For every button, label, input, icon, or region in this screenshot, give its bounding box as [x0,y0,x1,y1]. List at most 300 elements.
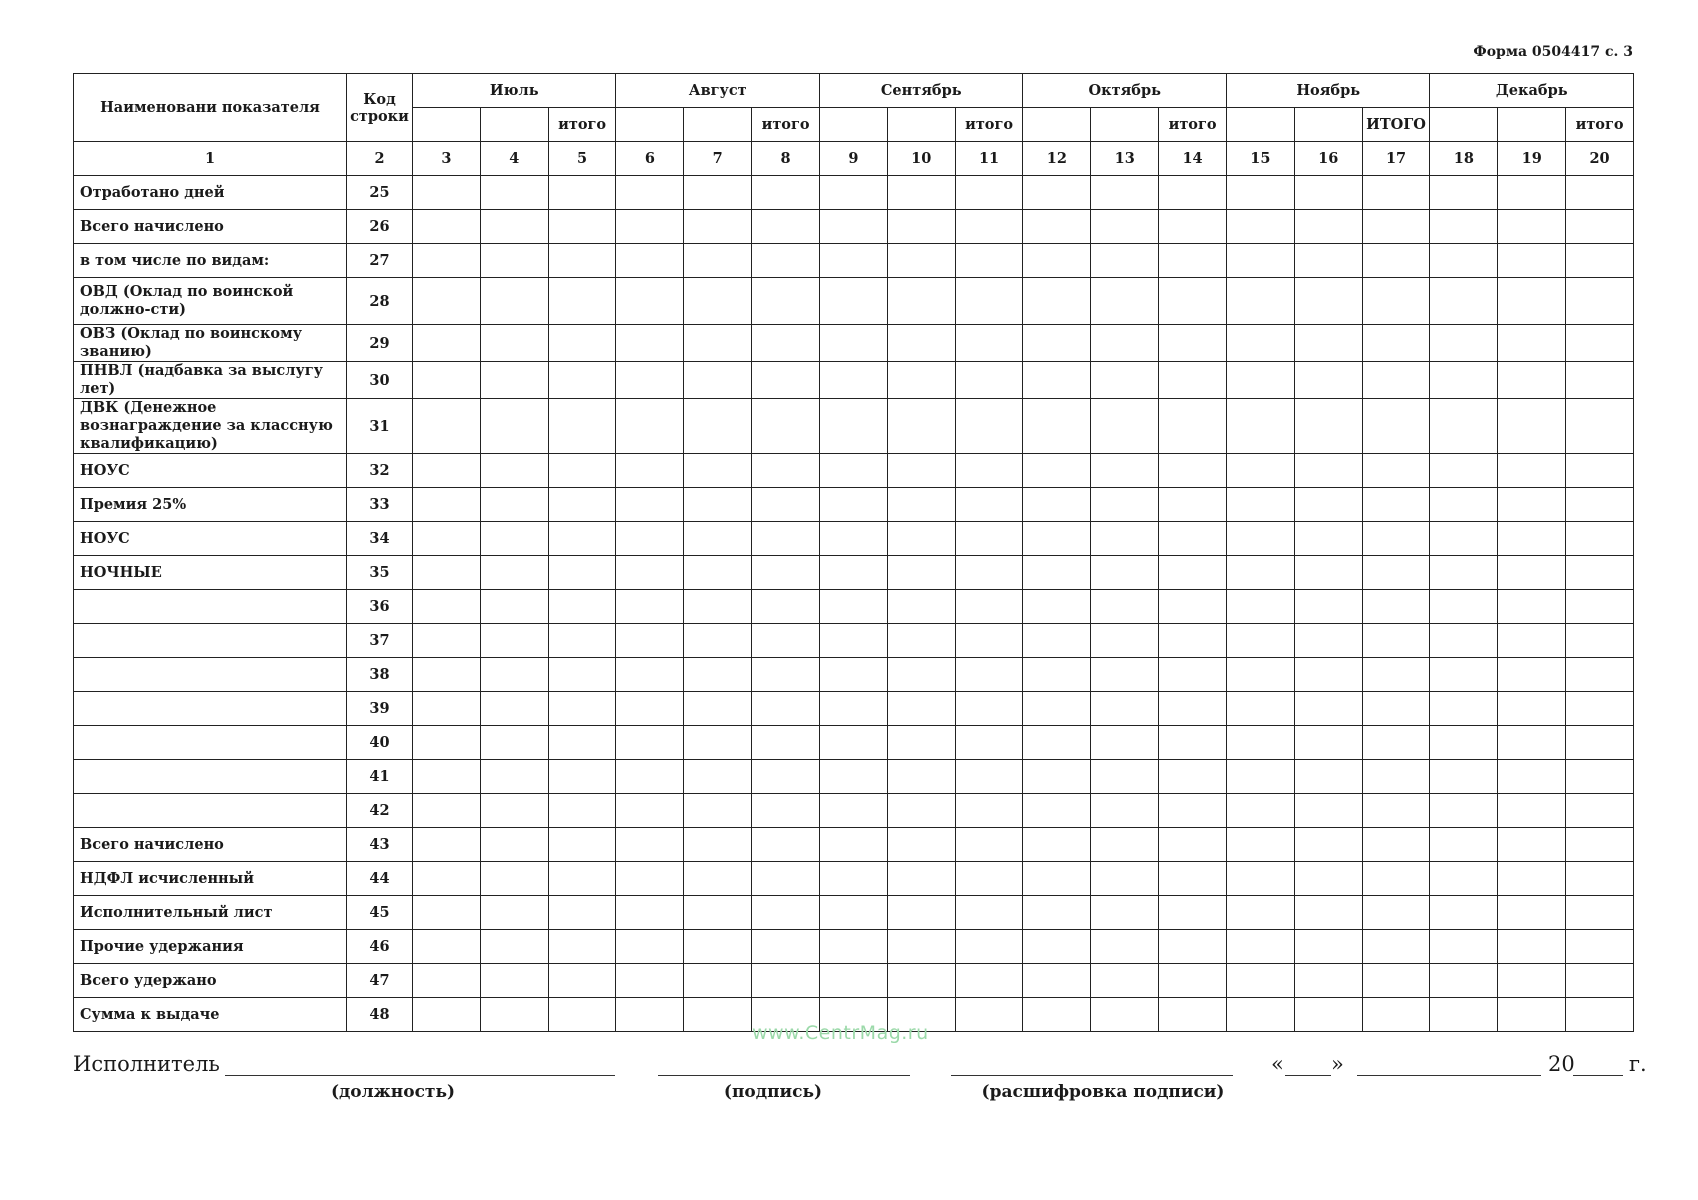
value-cell[interactable] [1091,760,1159,794]
value-cell[interactable] [955,828,1023,862]
value-cell[interactable] [480,244,548,278]
value-cell[interactable] [1294,794,1362,828]
value-cell[interactable] [1226,556,1294,590]
value-cell[interactable] [1226,964,1294,998]
value-cell[interactable] [1159,325,1227,362]
value-cell[interactable] [887,244,955,278]
value-cell[interactable] [955,590,1023,624]
value-cell[interactable] [752,794,820,828]
value-cell[interactable] [616,210,684,244]
value-cell[interactable] [480,896,548,930]
value-cell[interactable] [1566,244,1634,278]
value-cell[interactable] [616,760,684,794]
value-cell[interactable] [413,556,481,590]
value-cell[interactable] [1498,726,1566,760]
value-cell[interactable] [955,930,1023,964]
value-cell[interactable] [1362,964,1430,998]
value-cell[interactable] [887,862,955,896]
value-cell[interactable] [887,454,955,488]
value-cell[interactable] [1226,896,1294,930]
value-cell[interactable] [1294,726,1362,760]
value-cell[interactable] [1091,624,1159,658]
value-cell[interactable] [1362,862,1430,896]
value-cell[interactable] [684,210,752,244]
value-cell[interactable] [480,454,548,488]
value-cell[interactable] [1430,210,1498,244]
value-cell[interactable] [413,362,481,399]
value-cell[interactable] [548,488,616,522]
value-cell[interactable] [1159,726,1227,760]
value-cell[interactable] [887,794,955,828]
value-cell[interactable] [1362,658,1430,692]
value-cell[interactable] [1023,176,1091,210]
value-cell[interactable] [887,896,955,930]
value-cell[interactable] [752,624,820,658]
value-cell[interactable] [548,244,616,278]
value-cell[interactable] [1159,998,1227,1032]
value-cell[interactable] [819,692,887,726]
value-cell[interactable] [1294,930,1362,964]
value-cell[interactable] [887,760,955,794]
value-cell[interactable] [1226,692,1294,726]
value-cell[interactable] [887,658,955,692]
value-cell[interactable] [1023,998,1091,1032]
value-cell[interactable] [1023,692,1091,726]
value-cell[interactable] [1023,828,1091,862]
value-cell[interactable] [413,522,481,556]
value-cell[interactable] [548,399,616,454]
value-cell[interactable] [413,726,481,760]
value-cell[interactable] [1430,278,1498,325]
value-cell[interactable] [1226,362,1294,399]
value-cell[interactable] [819,488,887,522]
value-cell[interactable] [1498,760,1566,794]
value-cell[interactable] [1294,362,1362,399]
value-cell[interactable] [548,658,616,692]
value-cell[interactable] [819,176,887,210]
value-cell[interactable] [1498,362,1566,399]
value-cell[interactable] [819,964,887,998]
value-cell[interactable] [1226,278,1294,325]
value-cell[interactable] [480,862,548,896]
value-cell[interactable] [1362,590,1430,624]
value-cell[interactable] [819,278,887,325]
value-cell[interactable] [1566,210,1634,244]
value-cell[interactable] [684,998,752,1032]
value-cell[interactable] [1294,998,1362,1032]
value-cell[interactable] [480,176,548,210]
value-cell[interactable] [413,399,481,454]
value-cell[interactable] [887,828,955,862]
value-cell[interactable] [1430,794,1498,828]
value-cell[interactable] [752,896,820,930]
value-cell[interactable] [684,896,752,930]
value-cell[interactable] [1023,930,1091,964]
value-cell[interactable] [752,210,820,244]
value-cell[interactable] [684,862,752,896]
value-cell[interactable] [887,325,955,362]
value-cell[interactable] [548,210,616,244]
value-cell[interactable] [548,325,616,362]
value-cell[interactable] [616,556,684,590]
value-cell[interactable] [1566,454,1634,488]
value-cell[interactable] [955,862,1023,896]
value-cell[interactable] [616,794,684,828]
value-cell[interactable] [413,624,481,658]
value-cell[interactable] [480,278,548,325]
value-cell[interactable] [1091,998,1159,1032]
value-cell[interactable] [1498,658,1566,692]
value-cell[interactable] [1294,760,1362,794]
value-cell[interactable] [616,488,684,522]
value-cell[interactable] [1498,998,1566,1032]
value-cell[interactable] [548,828,616,862]
value-cell[interactable] [480,658,548,692]
value-cell[interactable] [1430,828,1498,862]
value-cell[interactable] [1362,726,1430,760]
value-cell[interactable] [1362,624,1430,658]
value-cell[interactable] [1159,556,1227,590]
value-cell[interactable] [819,726,887,760]
value-cell[interactable] [955,726,1023,760]
value-cell[interactable] [413,210,481,244]
value-cell[interactable] [887,176,955,210]
value-cell[interactable] [1498,176,1566,210]
value-cell[interactable] [887,624,955,658]
value-cell[interactable] [616,454,684,488]
value-cell[interactable] [955,794,1023,828]
value-cell[interactable] [1362,556,1430,590]
value-cell[interactable] [480,828,548,862]
value-cell[interactable] [480,590,548,624]
value-cell[interactable] [887,964,955,998]
value-cell[interactable] [480,726,548,760]
value-cell[interactable] [1362,930,1430,964]
value-cell[interactable] [1023,362,1091,399]
value-cell[interactable] [616,726,684,760]
value-cell[interactable] [1226,176,1294,210]
value-cell[interactable] [752,176,820,210]
value-cell[interactable] [616,522,684,556]
value-cell[interactable] [616,244,684,278]
value-cell[interactable] [1362,998,1430,1032]
value-cell[interactable] [1226,590,1294,624]
value-cell[interactable] [887,726,955,760]
value-cell[interactable] [752,964,820,998]
value-cell[interactable] [684,658,752,692]
value-cell[interactable] [1430,760,1498,794]
value-cell[interactable] [1430,176,1498,210]
value-cell[interactable] [819,794,887,828]
value-cell[interactable] [1159,930,1227,964]
value-cell[interactable] [548,176,616,210]
value-cell[interactable] [1498,964,1566,998]
value-cell[interactable] [1430,692,1498,726]
value-cell[interactable] [1091,590,1159,624]
value-cell[interactable] [1430,658,1498,692]
value-cell[interactable] [480,210,548,244]
value-cell[interactable] [1091,210,1159,244]
value-cell[interactable] [684,692,752,726]
value-cell[interactable] [480,930,548,964]
value-cell[interactable] [616,658,684,692]
value-cell[interactable] [1023,624,1091,658]
value-cell[interactable] [1023,210,1091,244]
value-cell[interactable] [1430,522,1498,556]
value-cell[interactable] [684,590,752,624]
value-cell[interactable] [1091,454,1159,488]
value-cell[interactable] [955,896,1023,930]
value-cell[interactable] [1294,244,1362,278]
value-cell[interactable] [1159,760,1227,794]
value-cell[interactable] [887,930,955,964]
value-cell[interactable] [1362,828,1430,862]
value-cell[interactable] [1566,176,1634,210]
value-cell[interactable] [413,964,481,998]
value-cell[interactable] [616,896,684,930]
value-cell[interactable] [684,726,752,760]
value-cell[interactable] [955,399,1023,454]
value-cell[interactable] [1294,590,1362,624]
value-cell[interactable] [1159,794,1227,828]
value-cell[interactable] [955,244,1023,278]
value-cell[interactable] [752,760,820,794]
value-cell[interactable] [1566,556,1634,590]
value-cell[interactable] [1159,399,1227,454]
value-cell[interactable] [1498,522,1566,556]
value-cell[interactable] [1498,210,1566,244]
value-cell[interactable] [1498,399,1566,454]
value-cell[interactable] [1226,998,1294,1032]
value-cell[interactable] [1294,488,1362,522]
value-cell[interactable] [548,522,616,556]
value-cell[interactable] [1566,828,1634,862]
value-cell[interactable] [1498,244,1566,278]
value-cell[interactable] [548,998,616,1032]
value-cell[interactable] [887,556,955,590]
value-cell[interactable] [1362,210,1430,244]
value-cell[interactable] [955,998,1023,1032]
value-cell[interactable] [480,488,548,522]
value-cell[interactable] [1159,896,1227,930]
value-cell[interactable] [1566,998,1634,1032]
value-cell[interactable] [1430,362,1498,399]
value-cell[interactable] [1023,590,1091,624]
value-cell[interactable] [684,930,752,964]
value-cell[interactable] [1226,624,1294,658]
value-cell[interactable] [1294,658,1362,692]
value-cell[interactable] [1430,862,1498,896]
value-cell[interactable] [1498,590,1566,624]
value-cell[interactable] [1294,964,1362,998]
value-cell[interactable] [684,278,752,325]
value-cell[interactable] [1430,930,1498,964]
value-cell[interactable] [616,692,684,726]
value-cell[interactable] [1159,488,1227,522]
value-cell[interactable] [1023,794,1091,828]
value-cell[interactable] [887,590,955,624]
value-cell[interactable] [955,964,1023,998]
value-cell[interactable] [480,325,548,362]
value-cell[interactable] [1498,325,1566,362]
value-cell[interactable] [480,522,548,556]
value-cell[interactable] [1159,692,1227,726]
value-cell[interactable] [1294,896,1362,930]
value-cell[interactable] [1566,624,1634,658]
value-cell[interactable] [413,454,481,488]
value-cell[interactable] [1023,488,1091,522]
value-cell[interactable] [1498,862,1566,896]
value-cell[interactable] [1566,658,1634,692]
value-cell[interactable] [1091,862,1159,896]
value-cell[interactable] [887,210,955,244]
value-cell[interactable] [1294,556,1362,590]
value-cell[interactable] [1091,794,1159,828]
value-cell[interactable] [1362,896,1430,930]
value-cell[interactable] [1023,399,1091,454]
value-cell[interactable] [955,556,1023,590]
value-cell[interactable] [684,176,752,210]
value-cell[interactable] [1159,522,1227,556]
value-cell[interactable] [955,176,1023,210]
value-cell[interactable] [1430,325,1498,362]
value-cell[interactable] [752,522,820,556]
value-cell[interactable] [480,362,548,399]
value-cell[interactable] [413,176,481,210]
value-cell[interactable] [1294,210,1362,244]
value-cell[interactable] [1226,930,1294,964]
value-cell[interactable] [616,624,684,658]
value-cell[interactable] [1023,556,1091,590]
value-cell[interactable] [1294,454,1362,488]
value-cell[interactable] [752,325,820,362]
value-cell[interactable] [548,692,616,726]
value-cell[interactable] [1159,244,1227,278]
value-cell[interactable] [955,760,1023,794]
value-cell[interactable] [1226,522,1294,556]
value-cell[interactable] [1023,896,1091,930]
value-cell[interactable] [684,325,752,362]
value-cell[interactable] [1159,624,1227,658]
value-cell[interactable] [548,590,616,624]
value-cell[interactable] [413,244,481,278]
value-cell[interactable] [1091,726,1159,760]
value-cell[interactable] [1091,278,1159,325]
value-cell[interactable] [819,325,887,362]
value-cell[interactable] [1159,658,1227,692]
value-cell[interactable] [1294,828,1362,862]
value-cell[interactable] [1430,488,1498,522]
value-cell[interactable] [1023,658,1091,692]
value-cell[interactable] [1566,522,1634,556]
value-cell[interactable] [955,454,1023,488]
value-cell[interactable] [887,488,955,522]
value-cell[interactable] [819,658,887,692]
value-cell[interactable] [684,828,752,862]
value-cell[interactable] [1566,325,1634,362]
value-cell[interactable] [684,522,752,556]
value-cell[interactable] [1498,692,1566,726]
value-cell[interactable] [616,362,684,399]
value-cell[interactable] [1159,210,1227,244]
value-cell[interactable] [1430,556,1498,590]
value-cell[interactable] [819,930,887,964]
value-cell[interactable] [1498,624,1566,658]
value-cell[interactable] [819,522,887,556]
value-cell[interactable] [1091,488,1159,522]
value-cell[interactable] [1091,176,1159,210]
value-cell[interactable] [684,624,752,658]
value-cell[interactable] [819,828,887,862]
value-cell[interactable] [1023,278,1091,325]
value-cell[interactable] [1430,244,1498,278]
value-cell[interactable] [955,278,1023,325]
value-cell[interactable] [1226,794,1294,828]
value-cell[interactable] [1023,862,1091,896]
value-cell[interactable] [819,590,887,624]
value-cell[interactable] [955,658,1023,692]
value-cell[interactable] [616,176,684,210]
value-cell[interactable] [1566,278,1634,325]
value-cell[interactable] [1159,828,1227,862]
value-cell[interactable] [1498,556,1566,590]
value-cell[interactable] [1226,828,1294,862]
value-cell[interactable] [413,930,481,964]
value-cell[interactable] [480,556,548,590]
value-cell[interactable] [955,624,1023,658]
value-cell[interactable] [1226,325,1294,362]
value-cell[interactable] [684,794,752,828]
value-cell[interactable] [684,964,752,998]
value-cell[interactable] [413,325,481,362]
date-month-line[interactable] [1357,1075,1541,1076]
value-cell[interactable] [1294,325,1362,362]
value-cell[interactable] [1023,454,1091,488]
value-cell[interactable] [616,325,684,362]
value-cell[interactable] [413,692,481,726]
value-cell[interactable] [1566,590,1634,624]
date-day-line[interactable] [1285,1075,1331,1076]
value-cell[interactable] [1498,930,1566,964]
value-cell[interactable] [1362,362,1430,399]
value-cell[interactable] [887,522,955,556]
value-cell[interactable] [1362,794,1430,828]
value-cell[interactable] [1362,454,1430,488]
value-cell[interactable] [887,692,955,726]
value-cell[interactable] [1362,760,1430,794]
value-cell[interactable] [684,488,752,522]
value-cell[interactable] [548,964,616,998]
value-cell[interactable] [819,454,887,488]
value-cell[interactable] [1023,760,1091,794]
value-cell[interactable] [684,244,752,278]
value-cell[interactable] [1023,522,1091,556]
value-cell[interactable] [819,244,887,278]
value-cell[interactable] [1362,692,1430,726]
value-cell[interactable] [1498,794,1566,828]
value-cell[interactable] [1498,488,1566,522]
value-cell[interactable] [752,362,820,399]
value-cell[interactable] [1294,522,1362,556]
value-cell[interactable] [684,556,752,590]
value-cell[interactable] [413,828,481,862]
value-cell[interactable] [1091,362,1159,399]
value-cell[interactable] [1362,488,1430,522]
value-cell[interactable] [1091,399,1159,454]
value-cell[interactable] [752,454,820,488]
value-cell[interactable] [684,362,752,399]
value-cell[interactable] [1566,488,1634,522]
